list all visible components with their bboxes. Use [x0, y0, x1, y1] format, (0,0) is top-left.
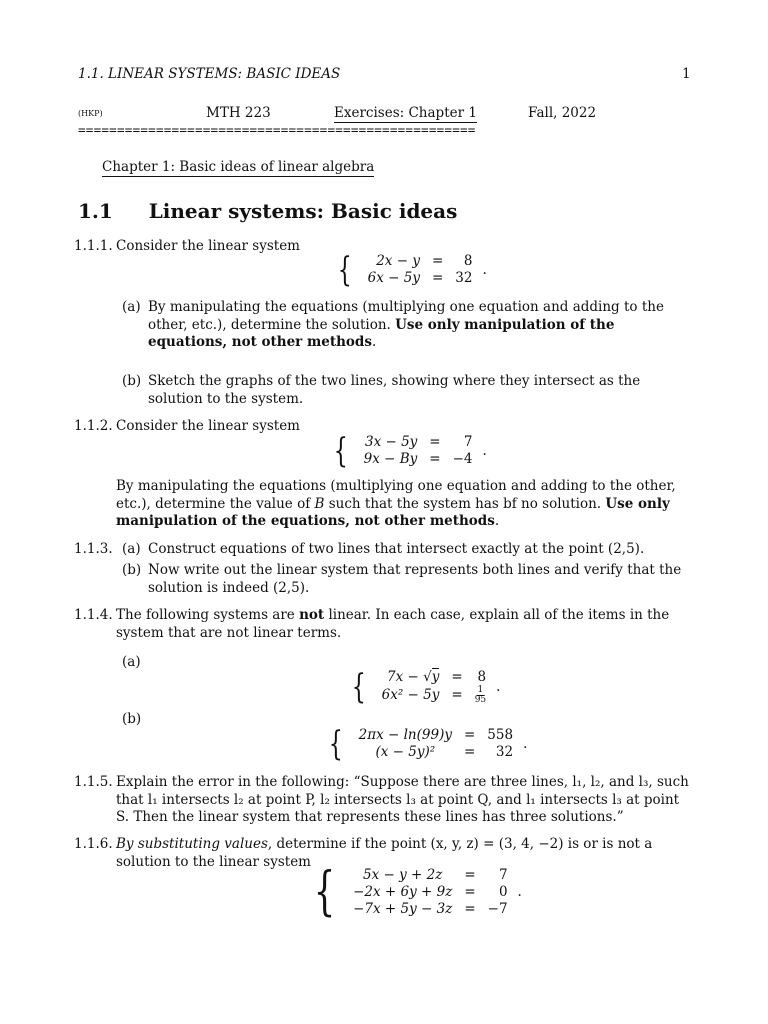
equation-table: 7x − √y = 8 6x² − 5y = $\frac{1}{95}$: [381, 669, 487, 705]
equation-table: 2πx − ln(99)y = 558 (x − 5y)² = 32: [358, 727, 514, 760]
part-text: Now write out the linear system that represents both lines and verify that the solution is indeed (2,5).: [148, 562, 682, 596]
left-brace: {: [351, 667, 366, 707]
linear-system: { 3x − 5y = 7 9x − By = −4 .: [333, 431, 487, 471]
exercise-text: By manipulating the equations (multiplying one equation and adding to the other, etc.), determine the value of B such that the system has bf no solution. Use only manipulation of the equations, not other methods.: [116, 478, 676, 529]
linear-system: { 5x − y + 2z = 7 −2x + 6y + 9z = 0 −7x + 5y − 3z = −7 .: [313, 862, 522, 922]
exercise-number: 1.1.2.: [74, 418, 113, 434]
chapter-title: Chapter 1: Basic ideas of linear algebra: [102, 159, 375, 175]
exercise-intro: Consider the linear system: [116, 418, 300, 434]
part-label: (a): [122, 541, 141, 557]
exercise-number: 1.1.3.: [74, 541, 113, 557]
exercise-number: 1.1.5.: [74, 774, 113, 790]
part-label: (b): [122, 373, 142, 389]
section-number: 1.1: [78, 199, 113, 223]
equation-table: 3x − 5y = 7 9x − By = −4: [363, 434, 473, 467]
part-text: Sketch the graphs of the two lines, showing where they intersect as the solution to the system.: [148, 373, 641, 407]
left-brace: {: [313, 862, 336, 922]
part-text: Construct equations of two lines that intersect exactly at the point (2,5).: [148, 541, 645, 557]
exercise-intro: Consider the linear system: [116, 238, 300, 254]
nonlinear-system: { 2πx − ln(99)y = 558 (x − 5y)² = 32 .: [328, 724, 528, 764]
equation-table: 2x − y = 8 6x − 5y = 32: [367, 253, 473, 286]
term: Fall, 2022: [528, 105, 597, 121]
page-number: 1: [682, 66, 691, 82]
exercise-text: By substituting values, determine if the point (x, y, z) = (3, 4, −2) is or is not a solution to the linear system: [116, 836, 653, 870]
part-text: By manipulating the equations (multiplying one equation and adding to the other, etc.), determine the solution. Use only manipulation of the equations, not other methods.: [148, 299, 664, 350]
exercise-title: Exercises: Chapter 1: [334, 105, 477, 121]
exercise-text: The following systems are not linear. In each case, explain all of the items in the system that are not linear terms.: [116, 607, 670, 641]
part-label: (a): [122, 654, 141, 670]
nonlinear-system: { 7x − √y = 8 6x² − 5y = $\frac{1}{95}$ .: [351, 667, 501, 707]
left-brace: {: [337, 250, 352, 290]
exercise-number: 1.1.4.: [74, 607, 113, 623]
running-header: 1.1. LINEAR SYSTEMS: BASIC IDEAS: [78, 66, 341, 82]
equation-table: 5x − y + 2z = 7 −2x + 6y + 9z = 0 −7x + 5y − 3z = −7: [353, 866, 508, 917]
part-label: (a): [122, 299, 141, 315]
section-title: Linear systems: Basic ideas: [148, 199, 458, 223]
left-brace: {: [328, 724, 343, 764]
double-rule: ===================================================: [78, 123, 476, 137]
author-tag: (HKP): [78, 109, 103, 118]
linear-system: { 2x − y = 8 6x − 5y = 32 .: [337, 250, 487, 290]
exercise-number: 1.1.6.: [74, 836, 113, 852]
exercise-number: 1.1.1.: [74, 238, 113, 254]
exercise-text: Explain the error in the following: “Suppose there are three lines, l₁, l₂, and l₃, such that l₁ intersects l₂ at point P, l₂ intersects l₃ at point Q, and l₁ intersects l₃ at point S. Then the linear system that represents these lines has three solutions.”: [116, 774, 689, 825]
left-brace: {: [333, 431, 348, 471]
section-heading: [78, 199, 457, 223]
part-label: (b): [122, 711, 142, 727]
part-label: (b): [122, 562, 142, 578]
course-code: MTH 223: [206, 105, 271, 121]
